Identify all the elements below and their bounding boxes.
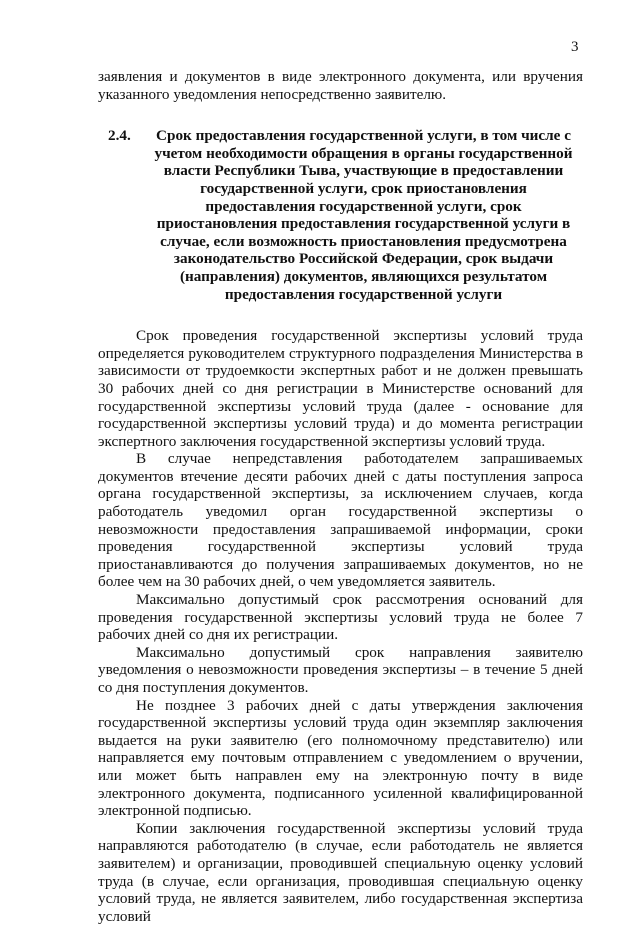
paragraph-copies: Копии заключения государственной экспертизы условий труда направляются работодателю (в случае, если работодатель не является заявителем) и организации, проводившей специальную оценку условий труда (в случае, если организация, проводившая специальную оценку условий труда, не является заявителем, либо государственная экспертиза условий bbox=[98, 819, 583, 925]
paragraph-issuance: Не позднее 3 рабочих дней с даты утверждения заключения государственной экспертизы условий труда один экземпляр заключения выдается на руки заявителю (его полномочному представителю) или направляется ему почтовым отправлением с уведомлением о вручении, или может быть направлен ему на электронную почту в виде электронного документа, подписанного усиленной квалифицированной электронной подписью. bbox=[98, 696, 583, 820]
paragraph-review-term: Максимально допустимый срок рассмотрения оснований для проведения государственной экспертизы условий труда не более 7 рабочих дней со дня их регистрации. bbox=[98, 591, 583, 644]
paragraph-term: Срок проведения государственной экспертизы условий труда определяется руководителем структурного подразделения Министерства в зависимости от трудоемкости экспертных работ и не должен превышать 30 рабочих дней со дня регистрации в Министерстве оснований для государственной экспертизы условий труда (далее - основание для государственной экспертизы условий труда) и до момента регистрации экспертного заключения государственной экспертизы условий труда. bbox=[98, 327, 583, 450]
continuation-paragraph: заявления и документов в виде электронного документа, или вручения указанного уведомления непосредственно заявителю. bbox=[98, 68, 583, 103]
section-number: 2.4. bbox=[108, 127, 131, 145]
section-title: Срок предоставления государственной услуги, в том числе с учетом необходимости обращения в органы государственной власти Республики Тыва, участвующие в предоставлении государственной услуги, срок приостановления предоставления государственной услуги, срок приостановления предоставления государственной услуги в случае, если возможность приостановления предусмотрена законодательство Российской Федерации, срок выдачи (направления) документов, являющихся результатом предоставления государственной услуги bbox=[154, 127, 573, 303]
paragraph-suspension: В случае непредставления работодателем запрашиваемых документов втечение десяти рабочих дней с даты поступления запроса органа государственной экспертизы, за исключением случаев, когда работодатель уведомил орган государственной экспертизы о невозможности предоставления запрашиваемой информации, сроки проведения государственной экспертизы условий труда приостанавливаются до получения запрашиваемых документов, но не более чем на 30 рабочих дней, о чем уведомляется заявитель. bbox=[98, 450, 583, 591]
section-heading bbox=[98, 127, 583, 303]
paragraph-notification-term: Максимально допустимый срок направления заявителю уведомления о невозможности проведения экспертизы – в течение 5 дней со дня поступления документов. bbox=[98, 643, 583, 696]
page-number: 3 bbox=[571, 39, 579, 55]
document-body bbox=[98, 68, 583, 925]
